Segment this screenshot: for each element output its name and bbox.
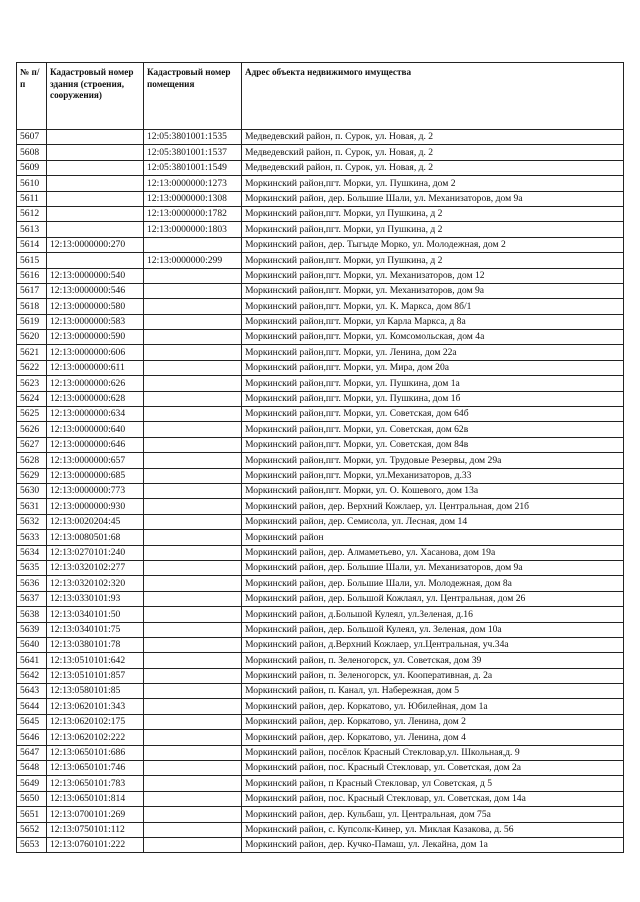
premises-cadastral-number-cell [144,330,242,345]
address-cell: Моркинский район, дер. Семисола, ул. Лесная, дом 14 [242,514,624,529]
building-cadastral-number-cell: 12:13:0000000:611 [47,360,144,375]
building-cadastral-number-cell: 12:13:0620101:343 [47,699,144,714]
premises-cadastral-number-cell [144,514,242,529]
row-number-cell: 5637 [17,591,47,606]
building-cadastral-number-cell: 12:13:0650101:814 [47,791,144,806]
table-row [17,268,624,283]
building-cadastral-number-cell [47,191,144,206]
row-number-cell: 5644 [17,699,47,714]
address-cell: Моркинский район, пос. Красный Стекловар, ул. Советская, дом 14а [242,791,624,806]
building-cadastral-number-cell [47,222,144,237]
premises-cadastral-number-cell [144,545,242,560]
premises-cadastral-number-cell [144,268,242,283]
premises-cadastral-number-cell [144,653,242,668]
address-cell: Моркинский район, дер. Кульбаш, ул. Центральная, дом 75а [242,807,624,822]
address-cell: Моркинский район, дер. Большие Шали, ул. Механизаторов, дом 9а [242,560,624,575]
table-row [17,191,624,206]
premises-cadastral-number-cell [144,730,242,745]
building-cadastral-number-cell: 12:13:0340101:50 [47,607,144,622]
address-cell: Моркинский район, дер. Алмаметьево, ул. Хасанова, дом 19а [242,545,624,560]
building-cadastral-number-cell: 12:13:0620102:175 [47,714,144,729]
table-row [17,376,624,391]
table-body [17,130,624,853]
row-number-cell: 5638 [17,607,47,622]
address-cell: Моркинский район, дер. Кучко-Памаш, ул. Лекайна, дом 1а [242,837,624,852]
table-row [17,622,624,637]
building-cadastral-number-cell: 12:13:0000000:580 [47,299,144,314]
table-row [17,237,624,252]
row-number-cell: 5613 [17,222,47,237]
address-cell: Моркинский район, дер. Верхний Кожлаер, ул. Центральная, дом 21б [242,499,624,514]
row-number-cell: 5650 [17,791,47,806]
table-row [17,468,624,483]
building-cadastral-number-cell: 12:13:0380101:78 [47,637,144,652]
row-number-cell: 5643 [17,684,47,699]
building-cadastral-number-cell: 12:13:0320102:320 [47,576,144,591]
table-row [17,483,624,498]
premises-cadastral-number-cell [144,407,242,422]
building-cadastral-number-cell: 12:13:0620102:222 [47,730,144,745]
table-row [17,422,624,437]
premises-cadastral-number-cell: 12:13:0000000:1782 [144,206,242,221]
address-cell: Моркинский район, дер. Большие Шали, ул. Механизаторов, дом 9а [242,191,624,206]
building-cadastral-number-cell [47,176,144,191]
building-cadastral-number-cell: 12:13:0000000:646 [47,437,144,452]
table-row [17,499,624,514]
table-row [17,591,624,606]
premises-cadastral-number-cell [144,499,242,514]
building-cadastral-number-cell [47,253,144,268]
row-number-cell: 5631 [17,499,47,514]
address-cell: Моркинский район, д.Большой Кулеял, ул.Зеленая, д.16 [242,607,624,622]
address-cell: Моркинский район,пгт. Морки, ул. К. Маркса, дом 8б/1 [242,299,624,314]
address-cell: Моркинский район, с. Купсолк-Кинер, ул. Миклая Казакова, д. 56 [242,822,624,837]
building-cadastral-number-cell: 12:13:0000000:657 [47,453,144,468]
table-row [17,130,624,145]
table-row [17,607,624,622]
row-number-cell: 5626 [17,422,47,437]
building-cadastral-number-cell: 12:13:0020204:45 [47,514,144,529]
premises-cadastral-number-cell: 12:13:0000000:1308 [144,191,242,206]
building-cadastral-number-cell: 12:13:0320102:277 [47,560,144,575]
address-cell: Моркинский район, п Красный Стекловар, ул Советская, д 5 [242,776,624,791]
header-premises-cadastral-number: Кадастровый номер помещения [144,63,242,130]
address-cell: Моркинский район,пгт. Морки, ул. Советская, дом 62в [242,422,624,437]
row-number-cell: 5651 [17,807,47,822]
row-number-cell: 5623 [17,376,47,391]
row-number-cell: 5639 [17,622,47,637]
table-row [17,160,624,175]
premises-cadastral-number-cell [144,761,242,776]
row-number-cell: 5614 [17,237,47,252]
building-cadastral-number-cell: 12:13:0000000:634 [47,407,144,422]
premises-cadastral-number-cell [144,283,242,298]
premises-cadastral-number-cell [144,530,242,545]
address-cell: Медведевский район, п. Сурок, ул. Новая, д. 2 [242,130,624,145]
premises-cadastral-number-cell [144,591,242,606]
table-row [17,791,624,806]
address-cell: Моркинский район,пгт. Морки, ул.Механизаторов, д.33 [242,468,624,483]
row-number-cell: 5641 [17,653,47,668]
building-cadastral-number-cell: 12:13:0080501:68 [47,530,144,545]
table-row [17,545,624,560]
premises-cadastral-number-cell [144,299,242,314]
header-address: Адрес объекта недвижимого имущества [242,63,624,130]
building-cadastral-number-cell: 12:13:0330101:93 [47,591,144,606]
building-cadastral-number-cell: 12:13:0000000:930 [47,499,144,514]
row-number-cell: 5646 [17,730,47,745]
address-cell: Моркинский район,пгт. Морки, ул. Трудовые Резервы, дом 29а [242,453,624,468]
row-number-cell: 5649 [17,776,47,791]
table-row [17,576,624,591]
row-number-cell: 5620 [17,330,47,345]
address-cell: Моркинский район,пгт. Морки, ул. Механизаторов, дом 9а [242,283,624,298]
premises-cadastral-number-cell: 12:13:0000000:299 [144,253,242,268]
address-cell: Моркинский район,пгт. Морки, ул Пушкина, д 2 [242,253,624,268]
row-number-cell: 5612 [17,206,47,221]
row-number-cell: 5609 [17,160,47,175]
row-number-cell: 5618 [17,299,47,314]
premises-cadastral-number-cell [144,776,242,791]
table-row [17,283,624,298]
table-row [17,684,624,699]
address-cell: Моркинский район,пгт. Морки, ул. О. Кошевого, дом 13а [242,483,624,498]
table-row [17,345,624,360]
address-cell: Моркинский район,пгт. Морки, ул. Комсомольская, дом 4а [242,330,624,345]
address-cell: Моркинский район, дер. Большие Шали, ул. Молодежная, дом 8а [242,576,624,591]
address-cell: Моркинский район, дер. Большой Кулеял, ул. Зеленая, дом 10а [242,622,624,637]
address-cell: Моркинский район, дер. Большой Кожлаял, ул. Центральная, дом 26 [242,591,624,606]
building-cadastral-number-cell: 12:13:0700101:269 [47,807,144,822]
building-cadastral-number-cell: 12:13:0270101:240 [47,545,144,560]
table-row [17,360,624,375]
building-cadastral-number-cell: 12:13:0750101:112 [47,822,144,837]
address-cell: Моркинский район,пгт. Морки, ул Пушкина, д 2 [242,222,624,237]
building-cadastral-number-cell: 12:13:0760101:222 [47,837,144,852]
row-number-cell: 5645 [17,714,47,729]
premises-cadastral-number-cell [144,714,242,729]
premises-cadastral-number-cell [144,560,242,575]
building-cadastral-number-cell: 12:13:0580101:85 [47,684,144,699]
row-number-cell: 5632 [17,514,47,529]
address-cell: Моркинский район,пгт. Морки, ул. Механизаторов, дом 12 [242,268,624,283]
row-number-cell: 5653 [17,837,47,852]
address-cell: Моркинский район,пгт. Морки, ул. Советская, дом 84в [242,437,624,452]
address-cell: Моркинский район, дер. Коркатово, ул. Ленина, дом 4 [242,730,624,745]
row-number-cell: 5611 [17,191,47,206]
row-number-cell: 5621 [17,345,47,360]
row-number-cell: 5648 [17,761,47,776]
row-number-cell: 5628 [17,453,47,468]
table-row [17,453,624,468]
address-cell: Медведевский район, п. Сурок, ул. Новая, д. 2 [242,145,624,160]
table-row [17,314,624,329]
table-row [17,837,624,852]
table-row [17,637,624,652]
building-cadastral-number-cell: 12:13:0000000:540 [47,268,144,283]
building-cadastral-number-cell: 12:13:0650101:746 [47,761,144,776]
premises-cadastral-number-cell [144,453,242,468]
address-cell: Моркинский район, п. Зеленогорск, ул. Советская, дом 39 [242,653,624,668]
building-cadastral-number-cell: 12:13:0340101:75 [47,622,144,637]
premises-cadastral-number-cell [144,822,242,837]
row-number-cell: 5622 [17,360,47,375]
row-number-cell: 5630 [17,483,47,498]
table-row [17,176,624,191]
table-row [17,206,624,221]
premises-cadastral-number-cell: 12:13:0000000:1273 [144,176,242,191]
building-cadastral-number-cell: 12:13:0000000:606 [47,345,144,360]
premises-cadastral-number-cell: 12:05:3801001:1535 [144,130,242,145]
table-row [17,299,624,314]
header-number: № п/п [17,63,47,130]
building-cadastral-number-cell: 12:13:0000000:270 [47,237,144,252]
premises-cadastral-number-cell [144,837,242,852]
building-cadastral-number-cell: 12:13:0000000:590 [47,330,144,345]
table-row [17,776,624,791]
table-row [17,145,624,160]
row-number-cell: 5627 [17,437,47,452]
table-row [17,653,624,668]
premises-cadastral-number-cell [144,468,242,483]
table-row [17,807,624,822]
premises-cadastral-number-cell [144,576,242,591]
premises-cadastral-number-cell [144,745,242,760]
building-cadastral-number-cell: 12:13:0510101:857 [47,668,144,683]
row-number-cell: 5633 [17,530,47,545]
table-row [17,514,624,529]
premises-cadastral-number-cell [144,637,242,652]
address-cell: Моркинский район, пос. Красный Стекловар, ул. Советская, дом 2а [242,761,624,776]
table-row [17,391,624,406]
address-cell: Моркинский район,пгт. Морки, ул. Пушкина, дом 1б [242,391,624,406]
premises-cadastral-number-cell [144,607,242,622]
table-row [17,761,624,776]
premises-cadastral-number-cell [144,314,242,329]
premises-cadastral-number-cell [144,668,242,683]
row-number-cell: 5647 [17,745,47,760]
table-header-row [17,63,624,130]
table-row [17,222,624,237]
address-cell: Моркинский район, п. Канал, ул. Набережная, дом 5 [242,684,624,699]
row-number-cell: 5610 [17,176,47,191]
premises-cadastral-number-cell [144,483,242,498]
premises-cadastral-number-cell [144,807,242,822]
building-cadastral-number-cell: 12:13:0000000:773 [47,483,144,498]
building-cadastral-number-cell: 12:13:0000000:626 [47,376,144,391]
address-cell: Моркинский район, посёлок Красный Стекловар,ул. Школьная,д. 9 [242,745,624,760]
header-building-cadastral-number: Кадастровый номер здания (строения, сооружения) [47,63,144,130]
row-number-cell: 5642 [17,668,47,683]
address-cell: Моркинский район, дер. Коркатово, ул. Ленина, дом 2 [242,714,624,729]
building-cadastral-number-cell [47,206,144,221]
premises-cadastral-number-cell: 12:05:3801001:1549 [144,160,242,175]
table-row [17,253,624,268]
table-row [17,699,624,714]
address-cell: Моркинский район,пгт. Морки, ул Пушкина, д 2 [242,206,624,221]
premises-cadastral-number-cell: 12:13:0000000:1803 [144,222,242,237]
table-row [17,730,624,745]
premises-cadastral-number-cell [144,684,242,699]
row-number-cell: 5635 [17,560,47,575]
building-cadastral-number-cell [47,160,144,175]
row-number-cell: 5617 [17,283,47,298]
table-row [17,437,624,452]
row-number-cell: 5624 [17,391,47,406]
premises-cadastral-number-cell [144,376,242,391]
building-cadastral-number-cell: 12:13:0000000:685 [47,468,144,483]
building-cadastral-number-cell: 12:13:0650101:686 [47,745,144,760]
address-cell: Моркинский район,пгт. Морки, ул. Ленина, дом 22а [242,345,624,360]
premises-cadastral-number-cell [144,422,242,437]
address-cell: Моркинский район,пгт. Морки, ул Карла Маркса, д 8а [242,314,624,329]
premises-cadastral-number-cell [144,345,242,360]
row-number-cell: 5625 [17,407,47,422]
building-cadastral-number-cell [47,145,144,160]
row-number-cell: 5652 [17,822,47,837]
row-number-cell: 5634 [17,545,47,560]
premises-cadastral-number-cell [144,360,242,375]
building-cadastral-number-cell: 12:13:0510101:642 [47,653,144,668]
table-row [17,714,624,729]
table-row [17,560,624,575]
address-cell: Моркинский район, д.Верхний Кожлаер, ул.Центральная, уч.34а [242,637,624,652]
table-row [17,330,624,345]
address-cell: Моркинский район, п. Зеленогорск, ул. Кооперативная, д. 2а [242,668,624,683]
premises-cadastral-number-cell: 12:05:3801001:1537 [144,145,242,160]
row-number-cell: 5607 [17,130,47,145]
building-cadastral-number-cell: 12:13:0000000:640 [47,422,144,437]
table-row [17,407,624,422]
premises-cadastral-number-cell [144,791,242,806]
row-number-cell: 5616 [17,268,47,283]
address-cell: Моркинский район,пгт. Морки, ул. Пушкина, дом 1а [242,376,624,391]
row-number-cell: 5640 [17,637,47,652]
building-cadastral-number-cell [47,130,144,145]
table-row [17,822,624,837]
row-number-cell: 5615 [17,253,47,268]
building-cadastral-number-cell: 12:13:0000000:546 [47,283,144,298]
address-cell: Моркинский район,пгт. Морки, ул. Советская, дом 64б [242,407,624,422]
address-cell: Моркинский район, дер. Коркатово, ул. Юбилейная, дом 1а [242,699,624,714]
table-row [17,668,624,683]
address-cell: Медведевский район, п. Сурок, ул. Новая, д. 2 [242,160,624,175]
row-number-cell: 5636 [17,576,47,591]
address-cell: Моркинский район,пгт. Морки, ул. Пушкина, дом 2 [242,176,624,191]
premises-cadastral-number-cell [144,622,242,637]
table-row [17,745,624,760]
address-cell: Моркинский район [242,530,624,545]
row-number-cell: 5608 [17,145,47,160]
premises-cadastral-number-cell [144,437,242,452]
building-cadastral-number-cell: 12:13:0650101:783 [47,776,144,791]
row-number-cell: 5619 [17,314,47,329]
row-number-cell: 5629 [17,468,47,483]
building-cadastral-number-cell: 12:13:0000000:628 [47,391,144,406]
building-cadastral-number-cell: 12:13:0000000:583 [47,314,144,329]
table-row [17,530,624,545]
address-cell: Моркинский район,пгт. Морки, ул. Мира, дом 20а [242,360,624,375]
address-cell: Моркинский район, дер. Тыгыде Морко, ул. Молодежная, дом 2 [242,237,624,252]
premises-cadastral-number-cell [144,237,242,252]
premises-cadastral-number-cell [144,699,242,714]
premises-cadastral-number-cell [144,391,242,406]
property-register-table [16,62,624,853]
